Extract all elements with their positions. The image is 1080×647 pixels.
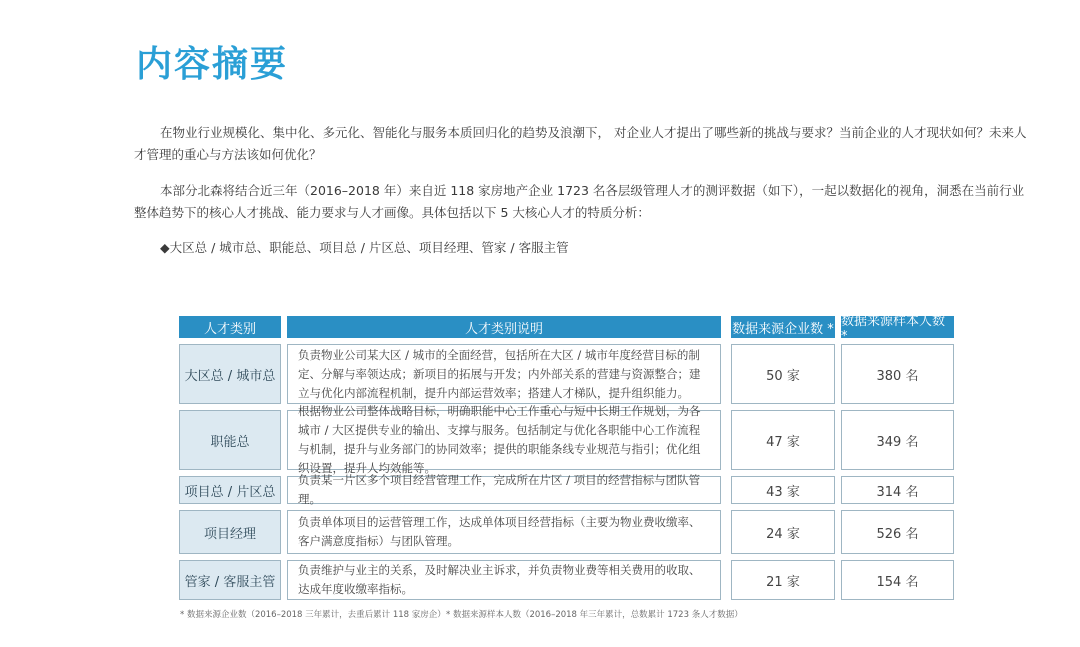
row-description: 负责维护与业主的关系，及时解决业主诉求，并负责物业费等相关费用的收取、达成年度收缴率指标。 bbox=[287, 560, 721, 600]
row-samples: 526 名 bbox=[841, 510, 954, 554]
row-category: 管家 / 客服主管 bbox=[179, 560, 281, 600]
header-samples: 数据来源样本人数 * bbox=[841, 316, 954, 338]
footnote-samples: * 数据来源样本人数（2016–2018 年三年累计，总数累计 1723 条人才数据） bbox=[446, 610, 743, 620]
row-companies: 43 家 bbox=[731, 476, 835, 504]
header-description: 人才类别说明 bbox=[287, 316, 721, 338]
intro-paragraph: 在物业行业规模化、集中化、多元化、智能化与服务本质回归化的趋势及浪潮下， 对企业人才提出了哪些新的挑战与要求？当前企业的人才现状如何？未来人才管理的重心与方法该如何优化？ bbox=[134, 125, 1027, 162]
method-paragraph: 本部分北森将结合近三年（2016–2018 年）来自近 118 家房地产企业 1723 名各层级管理人才的测评数据（如下），一起以数据化的视角，洞悉在当前行业整体趋势下的核心人才挑战、能力要求与人才画像。具体包括以下 5 大核心人才的特质分析： bbox=[134, 183, 1025, 220]
row-companies: 21 家 bbox=[731, 560, 835, 600]
row-category: 职能总 bbox=[179, 410, 281, 470]
row-companies: 24 家 bbox=[731, 510, 835, 554]
row-samples: 349 名 bbox=[841, 410, 954, 470]
row-companies: 50 家 bbox=[731, 344, 835, 404]
row-description: 负责物业公司某大区 / 城市的全面经营，包括所在大区 / 城市年度经营目标的制定、分解与率领达成；新项目的拓展与开发；内外部关系的营建与资源整合；建立与优化内部流程机制，提升内部运营效率；搭建人才梯队，提升组织能力。 bbox=[287, 344, 721, 404]
row-samples: 314 名 bbox=[841, 476, 954, 504]
row-category: 大区总 / 城市总 bbox=[179, 344, 281, 404]
row-category: 项目经理 bbox=[179, 510, 281, 554]
row-category: 项目总 / 片区总 bbox=[179, 476, 281, 504]
talent-list-bullet: ◆大区总 / 城市总、职能总、项目总 / 片区总、项目经理、管家 / 客服主管 bbox=[160, 240, 569, 255]
row-description: 负责某一片区多个项目经营管理工作，完成所在片区 / 项目的经营指标与团队管理。 bbox=[287, 476, 721, 504]
footnote-companies: * 数据来源企业数（2016–2018 三年累计，去重后累计 118 家房企） bbox=[180, 610, 446, 620]
row-companies: 47 家 bbox=[731, 410, 835, 470]
row-description: 负责单体项目的运营管理工作，达成单体项目经营指标（主要为物业费收缴率、客户满意度指标）与团队管理。 bbox=[287, 510, 721, 554]
page-title: 内容摘要 bbox=[136, 44, 289, 85]
header-companies: 数据来源企业数 * bbox=[731, 316, 835, 338]
row-description: 根据物业公司整体战略目标，明确职能中心工作重心与短中长期工作规划，为各城市 / 大区提供专业的输出、支撑与服务。包括制定与优化各职能中心工作流程与机制，提升与业务部门的协同效率；提供的职能条线专业规范与指引；优化组织设置，提升人均效能等。 bbox=[287, 410, 721, 470]
row-samples: 380 名 bbox=[841, 344, 954, 404]
row-samples: 154 名 bbox=[841, 560, 954, 600]
header-category: 人才类别 bbox=[179, 316, 281, 338]
